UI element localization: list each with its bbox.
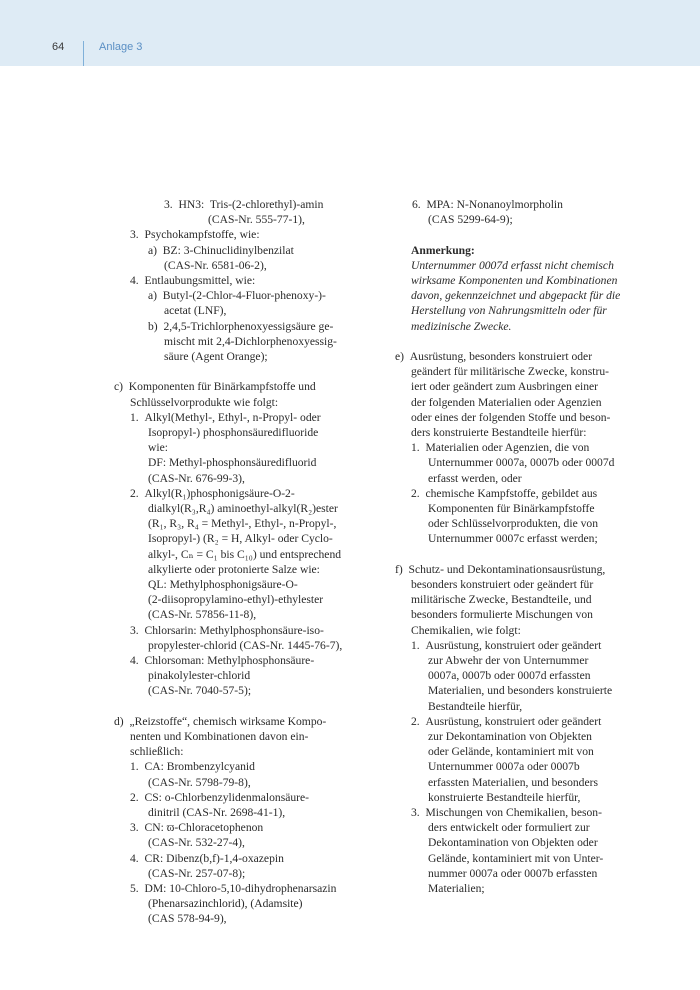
text-line: c) Komponenten für Binärkampfstoffe und (114, 380, 316, 394)
text-line: (Phenarsazinchlorid), (Adamsite) (148, 897, 303, 911)
text-line: b) 2,4,5-Trichlorphenoxyessigsäure ge- (148, 319, 334, 333)
text-line: d) „Reizstoffe“, chemisch wirksame Kompo- (114, 714, 327, 728)
text-line: 3. Chlorsarin: Methylphosphonsäure-iso- (130, 623, 324, 637)
header-divider (83, 41, 84, 66)
text-line: f) Schutz- und Dekontaminationsausrüstung, (395, 562, 606, 576)
text-line: a) BZ: 3-Chinuclidinylbenzilat (148, 243, 294, 257)
text-line: (CAS-Nr. 57856-11-8), (148, 608, 257, 622)
text-line: 6. MPA: N-Nonanoylmorpholin (412, 198, 563, 211)
text-line: wie: (148, 441, 168, 455)
text-line: (CAS-Nr. 5798-79-8), (148, 775, 251, 789)
text-line: schließlich: (130, 745, 184, 759)
text-line: QL: Methylphosphonigsäure-O- (148, 578, 298, 591)
text-line: (2-diisopropylamino-ethyl)-ethylester (148, 593, 324, 607)
text-line: 3. Mischungen von Chemikalien, beson- (411, 806, 602, 819)
text-line: Dekontamination von Objekten oder (428, 836, 598, 850)
text-line: wirksame Komponenten und Kombinationen (411, 274, 618, 287)
text-line: Materialien, und besonders konstruierte (428, 684, 613, 698)
text-line: davon, gekennzeichnet und abgepackt für die (411, 289, 621, 303)
header-band (0, 0, 700, 66)
text-line: dialkyl(R₃,R₄) aminoethyl-alkyl(R₂)ester (148, 502, 338, 515)
text-line: (CAS-Nr. 555-77-1), (208, 213, 305, 227)
text-line: DF: Methyl-phosphonsäuredifluorid (148, 456, 317, 470)
text-line: Unternummer 0007c erfasst werden; (428, 532, 598, 546)
text-line: 4. Chlorsoman: Methylphosphonsäure- (130, 654, 315, 667)
text-line: (CAS-Nr. 532-27-4), (148, 836, 245, 850)
text-line: (CAS-Nr. 7040-57-5); (148, 684, 252, 698)
text-line: besonders formulierte Mischungen von (411, 608, 593, 622)
text-line: erfasst werden, oder (428, 471, 522, 485)
text-line: propylester-chlorid (CAS-Nr. 1445-76-7), (148, 638, 343, 652)
text-line: (CAS 578-94-9), (148, 912, 227, 926)
section-title: Anlage 3 (99, 41, 143, 53)
text-line: Unternummer 0007a oder 0007b (428, 760, 580, 774)
text-line: 4. Entlaubungsmittel, wie: (130, 274, 256, 287)
text-line: militärische Zwecke, Bestandteile, und (411, 593, 592, 607)
text-line: der folgenden Materialien oder Agenzien (411, 395, 602, 409)
text-line: 1. Ausrüstung, konstruiert oder geändert (411, 638, 602, 652)
text-line: zur Abwehr der von Unternummer (428, 654, 589, 667)
text-line: Isopropyl-) (R₂ = H, Alkyl- oder Cyclo- (148, 532, 333, 546)
text-line: alkylierte oder protonierte Salze wie: (148, 562, 320, 576)
text-line: Komponenten für Binärkampfstoffe (428, 502, 595, 515)
text-line: 2. Ausrüstung, konstruiert oder geändert (411, 714, 602, 728)
text-line: Unternummer 0007a, 0007b oder 0007d (428, 456, 615, 470)
text-line: erfassten Materialien, und besonders (428, 775, 598, 789)
text-line: Bestandteile hierfür, (428, 699, 523, 713)
text-line: Unternummer 0007d erfasst nicht chemisch (411, 258, 614, 272)
text-line: 3. HN3: Tris-(2-chlorethyl)-amin (164, 198, 324, 211)
text-line: Anmerkung: (411, 243, 475, 257)
text-line: ders entwickelt oder formuliert zur (428, 821, 590, 835)
text-line: dinitril (CAS-Nr. 2698-41-1), (148, 806, 286, 819)
text-line: 2. chemische Kampfstoffe, gebildet aus (411, 486, 598, 500)
text-line: mischt mit 2,4-Dichlorphenoxyessig- (164, 334, 337, 348)
text-line: Herstellung von Nahrungsmitteln oder für (411, 304, 607, 318)
text-line: medizinische Zwecke. (411, 319, 512, 333)
text-line: 5. DM: 10-Chloro-5,10-dihydrophenarsazin (130, 882, 337, 895)
text-line: 2. Alkyl(R₁)phosphonigsäure-O-2- (130, 486, 295, 500)
text-line: oder eines der folgenden Stoffe und beson- (411, 410, 611, 424)
text-line: zur Dekontamination von Objekten (428, 730, 592, 743)
text-line: 3. Psychokampfstoffe, wie: (130, 228, 260, 242)
text-line: a) Butyl-(2-Chlor-4-Fluor-phenoxy-)- (148, 289, 326, 303)
text-line: Gelände, kontaminiert mit von Unter- (428, 851, 604, 865)
text-line: 2. CS: o-Chlorbenzylidenmalonsäure- (130, 790, 310, 804)
text-line: (CAS-Nr. 676-99-3), (148, 471, 245, 485)
text-line: säure (Agent Orange); (164, 350, 268, 363)
text-line: 1. CA: Brombenzylcyanid (130, 760, 255, 774)
text-line: nummer 0007a oder 0007b erfassten (428, 866, 598, 880)
text-line: Isopropyl-) phosphonsäuredifluoride (148, 426, 319, 439)
text-line: Materialien; (428, 882, 485, 895)
text-line: (CAS-Nr. 6581-06-2), (164, 258, 267, 272)
text-line: oder Gelände, kontaminiert mit von (428, 745, 594, 759)
text-line: acetat (LNF), (164, 304, 227, 318)
text-line: geändert für militärische Zwecke, konstru- (411, 365, 609, 379)
text-line: 3. CN: ϖ-Chloracetophenon (130, 821, 264, 835)
text-line: 1. Materialien oder Agenzien, die von (411, 441, 590, 455)
text-line: konstruierte Bestandteile hierfür, (428, 790, 581, 804)
text-line: Chemikalien, wie folgt: (411, 623, 521, 637)
text-line: oder Schlüsselvorprodukten, die von (428, 517, 599, 531)
text-line: iert oder geändert zum Ausbringen einer (411, 380, 599, 394)
text-line: alkyl-, Cₙ = C₁ bis C₁₀) und entsprechend (148, 547, 342, 561)
text-line: pinakolylester-chlorid (148, 669, 251, 683)
text-line: ders konstruierte Bestandteile hierfür: (411, 426, 587, 439)
text-line: e) Ausrüstung, besonders konstruiert oder (395, 350, 593, 363)
text-line: (CAS 5299-64-9); (428, 213, 513, 227)
text-line: (R₁, R₃, R₄ = Methyl-, Ethyl-, n-Propyl-, (148, 517, 337, 531)
text-line: (CAS-Nr. 257-07-8); (148, 866, 246, 880)
text-line: 4. CR: Dibenz(b,f)-1,4-oxazepin (130, 851, 284, 865)
text-line: 1. Alkyl(Methyl-, Ethyl-, n-Propyl- oder (130, 410, 321, 424)
text-line: besonders konstruiert oder geändert für (411, 578, 594, 591)
page-number: 64 (52, 41, 65, 53)
text-line: nenten und Kombinationen davon ein- (130, 730, 309, 743)
text-line: Schlüsselvorprodukte wie folgt: (130, 395, 279, 409)
text-line: 0007a, 0007b oder 0007d erfassten (428, 669, 591, 683)
